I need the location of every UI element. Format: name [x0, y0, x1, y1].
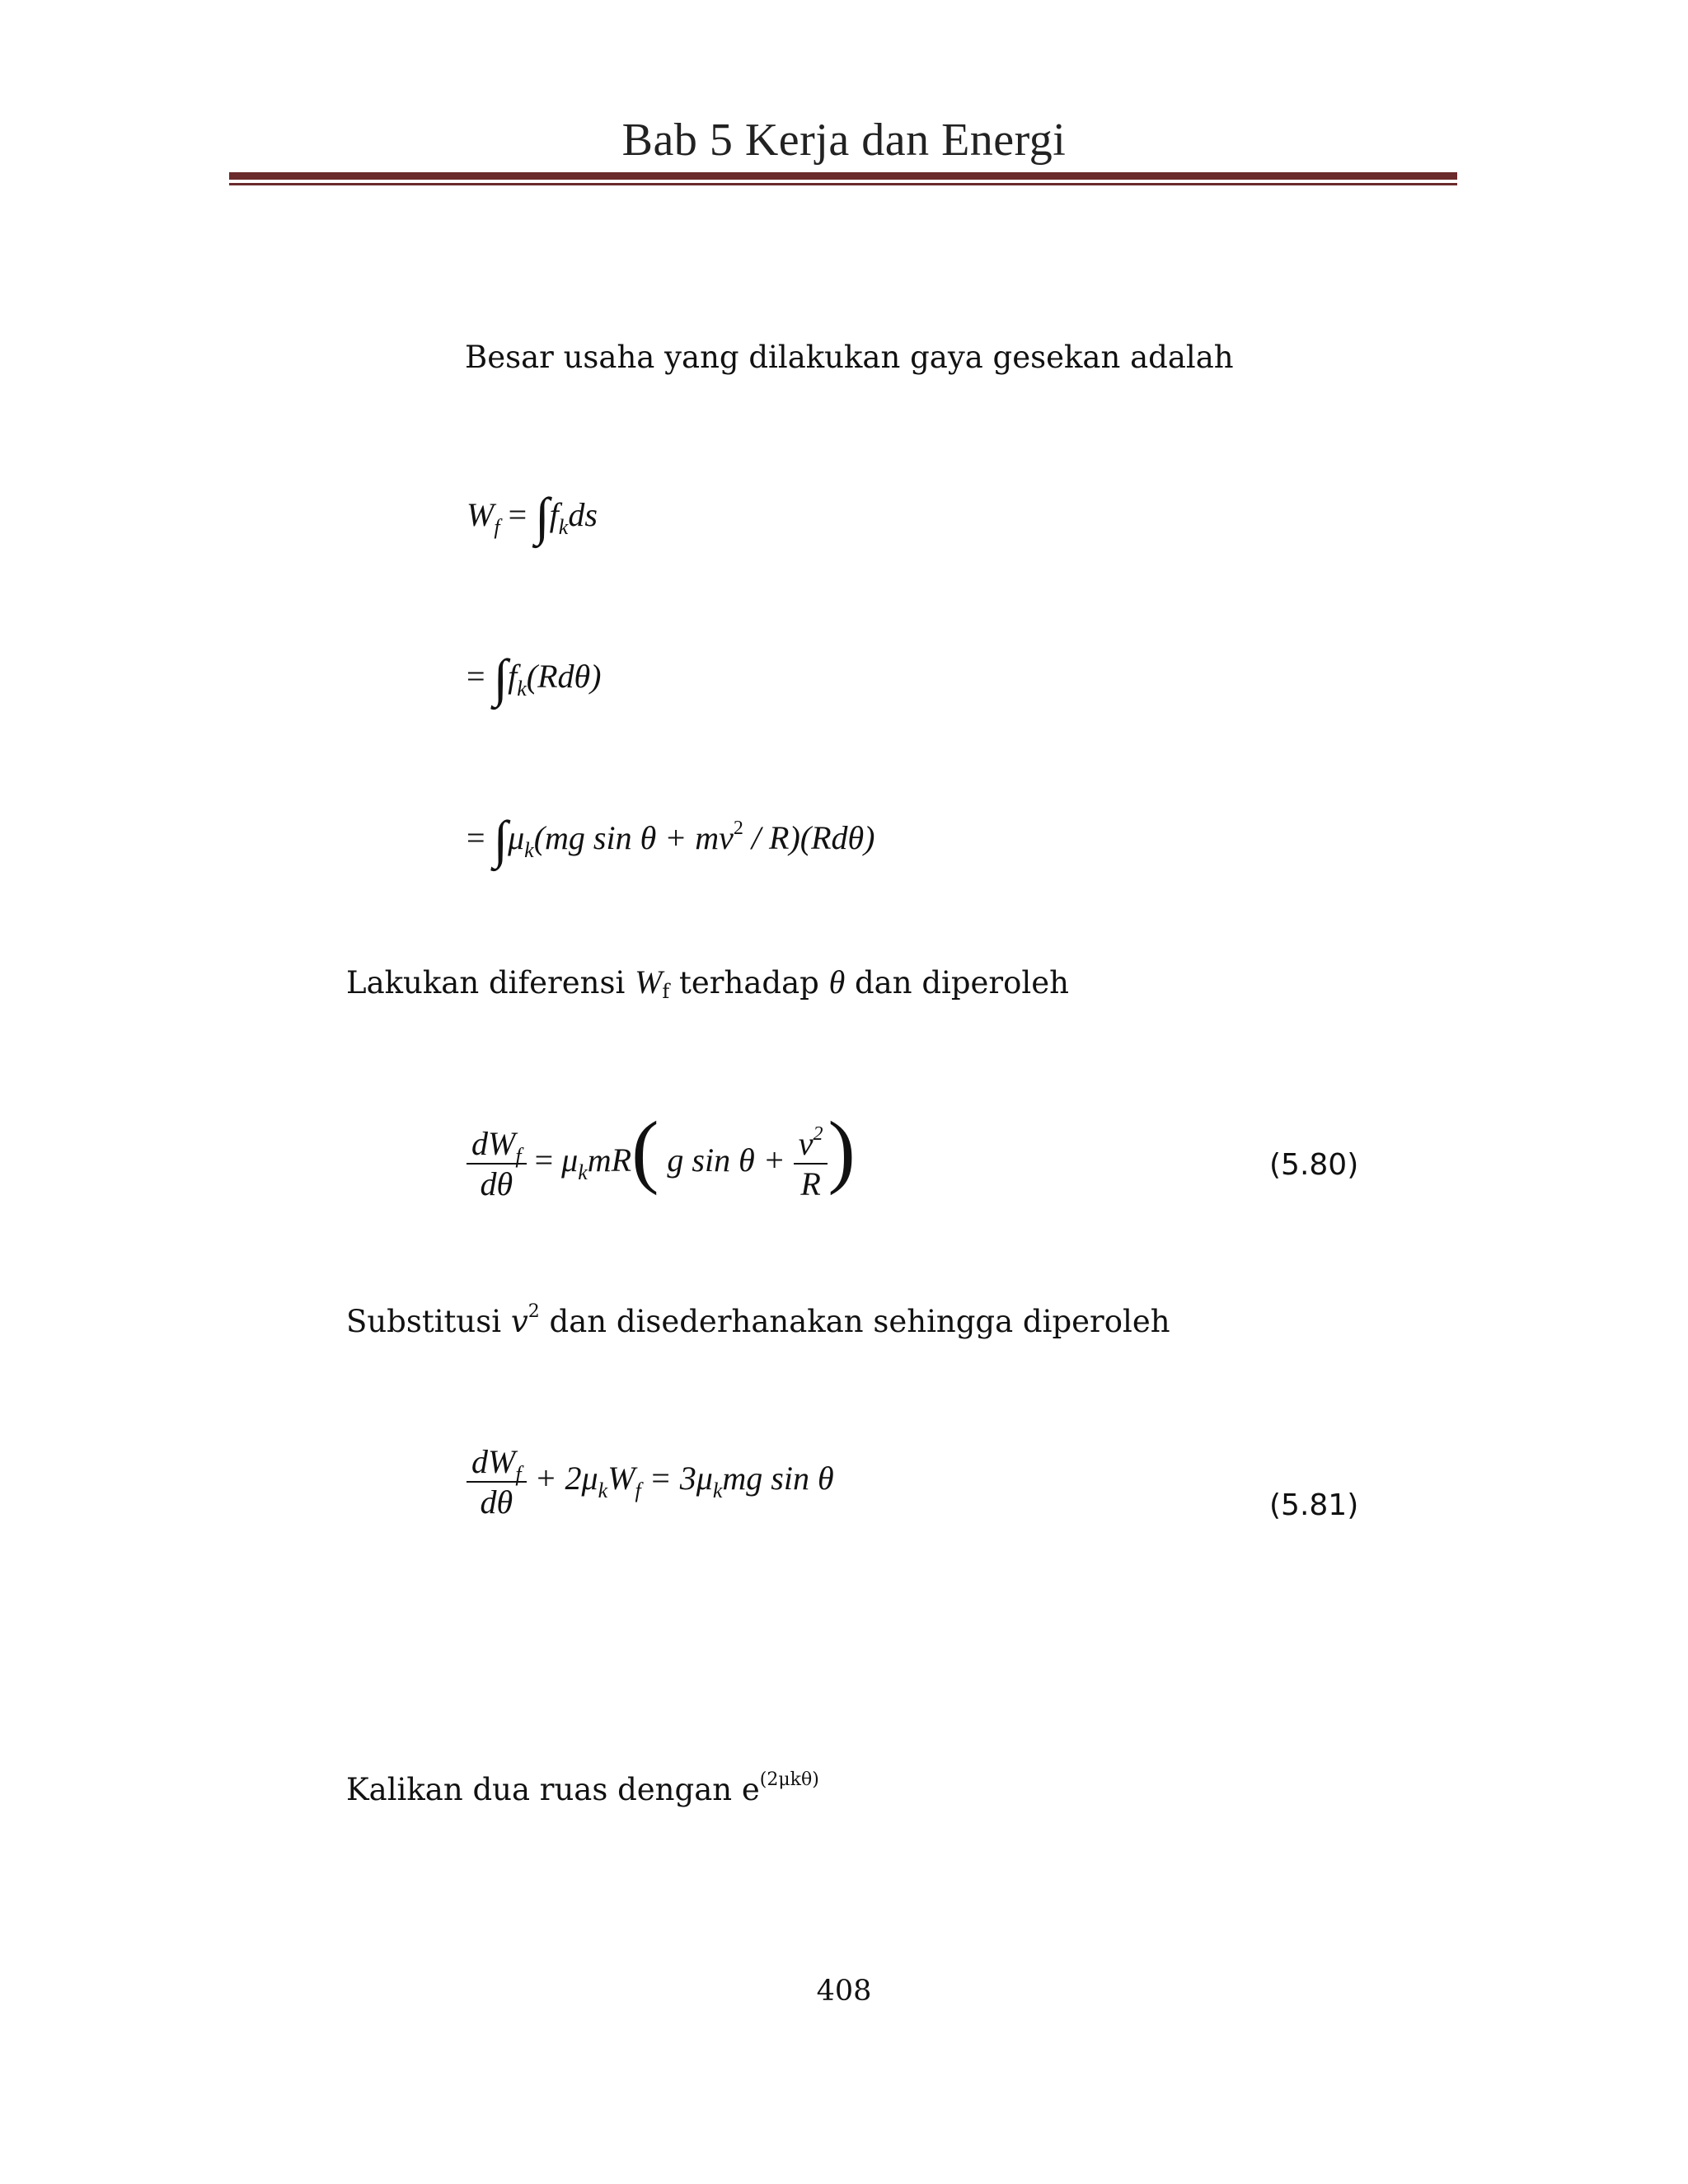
eq580-mr: mR — [587, 1141, 632, 1179]
header-rule-thick — [229, 172, 1457, 180]
eq2-rel: = — [467, 658, 485, 695]
equation-work-expanded — [467, 801, 875, 869]
eq580-den: dθ — [467, 1163, 527, 1203]
eq2-f-sub: k — [517, 677, 527, 701]
paragraph-substitute — [346, 1301, 1170, 1339]
eq580-fnum-sup: 2 — [813, 1122, 823, 1145]
eq3-mu-sub: k — [524, 838, 534, 862]
eq581-den: dθ — [467, 1481, 527, 1521]
eq581-fraction — [467, 1442, 527, 1521]
eq581-a-sub: k — [598, 1479, 608, 1503]
eq580-inner-fraction — [794, 1124, 828, 1203]
header-rule-thin — [229, 183, 1457, 185]
eq2-f: f — [508, 658, 518, 695]
eq3-b: / R)(Rdθ) — [743, 819, 875, 856]
equation-number-5-81: (5.81) — [1269, 1488, 1359, 1522]
eq581-w: W — [607, 1460, 635, 1497]
p2-theta: θ — [828, 963, 846, 1001]
eq580-mu: μ — [561, 1141, 579, 1179]
eq3-sup: 2 — [733, 818, 743, 839]
p4-sup: (2μkθ) — [759, 1769, 819, 1790]
eq1-f-sub: k — [558, 515, 569, 539]
p4-text-a: Kalikan dua ruas dengan e — [346, 1772, 760, 1807]
eq581-b: = 3μ — [640, 1460, 713, 1497]
eq1-lhs: W — [467, 496, 495, 533]
equation-work-rdtheta — [467, 640, 602, 707]
eq1-integral-sign: ∫ — [535, 487, 550, 546]
paragraph-multiply — [346, 1769, 819, 1807]
paragraph-friction-work: Besar usaha yang dilakukan gaya gesekan adalah — [465, 340, 1234, 375]
eq580-fnum: v — [798, 1124, 814, 1162]
p3-text-b: dan disederhanakan sehingga diperoleh — [539, 1304, 1170, 1339]
eq580-fraction — [467, 1124, 527, 1203]
p3-text-a: Substitusi — [346, 1304, 511, 1339]
page-number: 408 — [816, 1975, 872, 2008]
equation-5-80 — [467, 1096, 856, 1203]
eq1-f: f — [549, 496, 559, 533]
paragraph-differentiate — [346, 963, 1069, 1001]
eq580-left-paren: ( — [631, 1104, 659, 1196]
p2-text-a: Lakukan diferensi — [346, 965, 635, 1001]
eq1-lhs-sub: f — [494, 515, 500, 539]
p2-text-b: terhadap — [669, 965, 829, 1001]
eq581-num-sub: f — [515, 1462, 522, 1486]
eq580-num-sub: f — [515, 1143, 522, 1168]
eq580-mu-sub: k — [578, 1160, 588, 1184]
eq3-mu: μ — [508, 819, 525, 856]
eq580-rel: = — [534, 1141, 554, 1179]
eq3-a: (mg sin θ + mv — [533, 819, 734, 856]
eq2-integral-sign: ∫ — [493, 649, 509, 707]
eq581-c: mg sin θ — [722, 1460, 834, 1497]
equation-number-5-80: (5.80) — [1269, 1148, 1359, 1182]
equation-work-integral — [467, 478, 598, 546]
eq2-rest: (Rdθ) — [526, 658, 602, 695]
eq3-integral-sign: ∫ — [493, 810, 509, 869]
eq3-rel: = — [467, 819, 485, 856]
p3-sup: 2 — [528, 1301, 540, 1322]
eq581-b-sub: k — [712, 1479, 723, 1503]
eq1-rel: = — [508, 496, 528, 533]
eq1-rest: ds — [568, 496, 598, 533]
equation-5-81 — [467, 1442, 834, 1521]
p2-var: W — [635, 963, 663, 1001]
eq581-a: + 2μ — [534, 1460, 598, 1497]
eq580-num: dW — [471, 1124, 516, 1162]
eq580-right-paren: ) — [828, 1104, 856, 1196]
eq581-w-sub: f — [635, 1479, 641, 1503]
eq580-fden: R — [794, 1163, 828, 1203]
p2-sub: f — [662, 980, 670, 1003]
chapter-header: Bab 5 Kerja dan Energi — [621, 115, 1067, 166]
eq580-g: g sin θ + — [667, 1141, 785, 1179]
p2-text-c: dan diperoleh — [845, 965, 1069, 1001]
p3-var: v — [510, 1304, 528, 1339]
eq581-num: dW — [471, 1443, 516, 1480]
